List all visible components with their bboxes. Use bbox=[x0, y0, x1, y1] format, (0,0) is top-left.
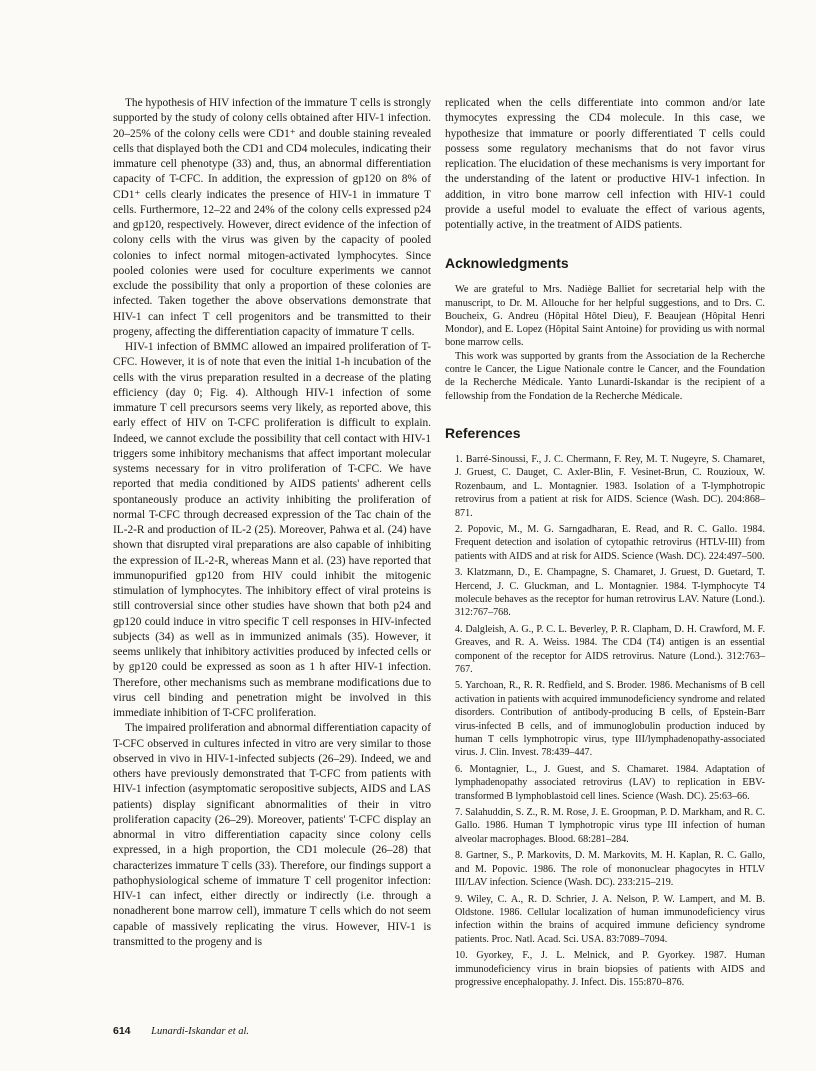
page-number: 614 bbox=[113, 1025, 131, 1037]
reference-item: 2. Popovic, M., M. G. Sarngadharan, E. Read, and R. C. Gallo. 1984. Frequent detection and isolation of cytopathic retrovirus (HTLV-III) from patients with AIDS and at risk for AIDS. Science (Wash. DC). 224:497–500. bbox=[455, 523, 765, 562]
reference-item: 4. Dalgleish, A. G., P. C. L. Beverley, P. R. Clapham, D. H. Crawford, M. F. Greaves, and R. A. Weiss. 1984. The CD4 (T4) antigen is an essential component of the receptor for AIDS retrovirus. Nature (Lond.). 312:763–767. bbox=[455, 623, 765, 676]
references-heading: References bbox=[445, 424, 521, 441]
reference-item: 3. Klatzmann, D., E. Champagne, S. Chamaret, J. Gruest, D. Guetard, T. Hercend, J. C. Gluckman, and L. Montagnier. 1984. T-lymphocyte T4 molecule behaves as the receptor for human retrovirus LAV. Nature (Lond.). 312:767–768. bbox=[455, 567, 765, 619]
references-list bbox=[445, 453, 765, 989]
body-paragraph-continued: replicated when the cells differentiate into common and/or late thymocytes expressing the CD4 molecule. In this case, we hypothesize that immature or poorly differentiated T cells could possess some regulatory mechanisms that do not favor virus replication. The elucidation of these mechanisms is very important for the understanding of the latent or productive HIV-1 infection. In addition, in vitro bone marrow cell infection with HIV-1 could provide a useful model to evaluate the effect of various agents, potentially active, in the treatment of AIDS patients. bbox=[445, 97, 765, 231]
running-head: Lunardi-Iskandar et al. bbox=[151, 1026, 250, 1037]
acknowledgments-paragraph: This work was supported by grants from the Association de la Recherche contre le Cancer, the Ligue Nationale contre le Cancer, and the Foundation de la Recherche Médicale. Yanto Lunardi-Iskandar is the recipient of a fellowship from the Fondation de la Recherche Médicale. bbox=[445, 350, 765, 402]
reference-item: 10. Gyorkey, F., J. L. Melnick, and P. Gyorkey. 1987. Human immunodeficiency virus in brain biopsies of patients with AIDS and progressive encephalopathy. J. Infect. Dis. 155:870–876. bbox=[455, 950, 765, 988]
body-paragraph: HIV-1 infection of BMMC allowed an impaired proliferation of T-CFC. However, it is of note that even the initial 1-h incubation of the cells with the virus preparation resulted in a decrease of the plating efficiency (day 0; Fig. 4). Although HIV-1 infection of some immature T cell precursors seems very likely, as reported above, this early effect of HIV on T-CFC proliferation is difficult to explain. Indeed, we cannot exclude the possibility that cell contact with HIV-1 triggers some inhibitory mechanisms that affect important molecular systems necessary for in vitro proliferation of T-CFC. We have reported that media conditioned by AIDS patients' adherent cells spontaneously produce an activity inhibiting the proliferation of normal T-CFC through decreased expression of the Tac chain of the IL-2-R and production of IL-2 (25). Moreover, Pahwa et al. (24) have shown that disrupted viral preparations are also capable of inhibiting the expression of IL-2-R, whereas Mann et al. (23) have reported that immunopurified gp120 from HIV could inhibit the mitogenic stimulation of lymphocytes. The inhibitory effect of viral proteins is still controversial since other studies have shown that both p24 and gp120 could induce in vitro specific T cell responses in HIV-infected subjects (34) as well as in immunized animals (35). However, it seems unlikely that inhibitory activities produced by infected cells or by gp120 could be expressed as soon as 1 h after HIV-1 infection. Therefore, other mechanisms such as membrane modifications due to virus cell binding and penetration might be involved in this immediate inhibition of T-CFC proliferation. bbox=[113, 341, 431, 719]
reference-item: 1. Barré-Sinoussi, F., J. C. Chermann, F. Rey, M. T. Nugeyre, S. Chamaret, J. Gruest, C. Dauget, C. Axler-Blin, F. Vesinet-Brun, C. Rouzioux, W. Rozenbaum, and L. Montagnier. 1983. Isolation of a T-lymphotropic retrovirus from a patient at risk for AIDS. Science (Wash. DC). 204:868–871. bbox=[455, 453, 765, 519]
body-paragraph: The hypothesis of HIV infection of the immature T cells is strongly supported by the study of colony cells obtained after HIV-1 infection. 20–25% of the colony cells were CD1⁺ and double staining revealed cells that displayed both the CD1 and CD4 molecules, indicating their immature cell phenotype (33) and, thus, an abnormal differentiation capacity of T-CFC. In addition, the expression of gp120 on 8% of CD1⁺ cells clearly indicates the presence of HIV-1 in immature T cells. Furthermore, 12–22 and 24% of the colony cells expressed p24 and gp120, respectively. However, direct evidence of the infection of colony cells with the virus was given by the capacity of pooled colonies to infect normal mitogen-activated lymphocytes. Since pooled colonies were used for coculture experiments we cannot exclude the possibility that only a proportion of these colonies are infected. Taken together the above observations demonstrate that HIV-1 can infect T cell progenitors and be transmitted to their progeny, affecting the differentiation capacity of immature T cells. bbox=[113, 97, 431, 338]
body-paragraph: The impaired proliferation and abnormal differentiation capacity of T-CFC observed in cultures infected in vitro are very similar to those observed in vivo in HIV-1-infected subjects (26–29). Indeed, we and others have previously demonstrated that T-CFC from patients with HIV-1 infection (asymptomatic seropositive subjects, AIDS and LAS patients) display significant abnormalities of their in vitro proliferation capacity (26–29). Moreover, patients' T-CFC display an abnormal in vitro differentiation capacity since colony cells expressed, in a high proportion, the CD1 molecule (26–28) that characterizes immature T cells (33). Therefore, our findings support a pathophysiological scheme of immature T cell progenitor infection: HIV-1 can infect, either directly or indirectly (i.e. through a nonadherent bone marrow cell), immature T cells which do not seem capable of massively replicating the virus. However, HIV-1 is transmitted to the progeny and is bbox=[113, 722, 431, 948]
acknowledgments-heading: Acknowledgments bbox=[445, 255, 569, 272]
reference-item: 5. Yarchoan, R., R. R. Redfield, and S. Broder. 1986. Mechanisms of B cell activation in patients with acquired immunodeficiency syndrome and related disorders. Contribution of antibody-producing B cells, of Epstein-Barr virus-infected B cells, and of immunoglobulin production induced by human T cells lymphotropic virus, type III/lymphadenopathy-associated virus. J. Clin. Invest. 78:439–447. bbox=[455, 680, 765, 759]
left-column bbox=[113, 96, 431, 950]
reference-item: 6. Montagnier, L., J. Guest, and S. Chamaret. 1984. Adaptation of lymphadenopathy associated retrovirus (LAV) to replication in EBV-transformed B lymphoblastoid cell lines. Science (Wash. DC). 25:63–66. bbox=[455, 763, 765, 802]
page-footer bbox=[113, 1025, 249, 1037]
reference-item: 8. Gartner, S., P. Markovits, D. M. Markovits, M. H. Kaplan, R. C. Gallo, and M. Popovic. 1986. The role of mononuclear phagocytes in HTLV III/LAV infection. Science (Wash. DC). 233:215–219. bbox=[455, 850, 765, 889]
reference-item: 9. Wiley, C. A., R. D. Schrier, J. A. Nelson, P. W. Lampert, and M. B. Oldstone. 1986. Cellular localization of human immunodeficiency virus infection within the brains of acquired immune deficiency syndrome patients. Proc. Natl. Acad. Sci. USA. 83:7089–7094. bbox=[455, 893, 765, 945]
acknowledgments-paragraph: We are grateful to Mrs. Nadiège Balliet for secretarial help with the manuscript, to Dr. M. Allouche for her helpful suggestions, and to Drs. C. Boucheix, G. Andreu (Hôpital Hôtel Dieu), F. Beaujean (Hôpital Henri Mondor), and E. Lopez (Hôpital Saint Antoine) for providing us with normal bone marrow cells. bbox=[445, 284, 765, 349]
acknowledgments-section bbox=[445, 283, 765, 403]
reference-item: 7. Salahuddin, S. Z., R. M. Rose, J. E. Groopman, P. D. Markham, and R. C. Gallo. 1986. Human T lymphotropic virus type III infection of human alveolar macrophages. Blood. 68:281–284. bbox=[455, 807, 765, 845]
right-column bbox=[445, 96, 765, 992]
